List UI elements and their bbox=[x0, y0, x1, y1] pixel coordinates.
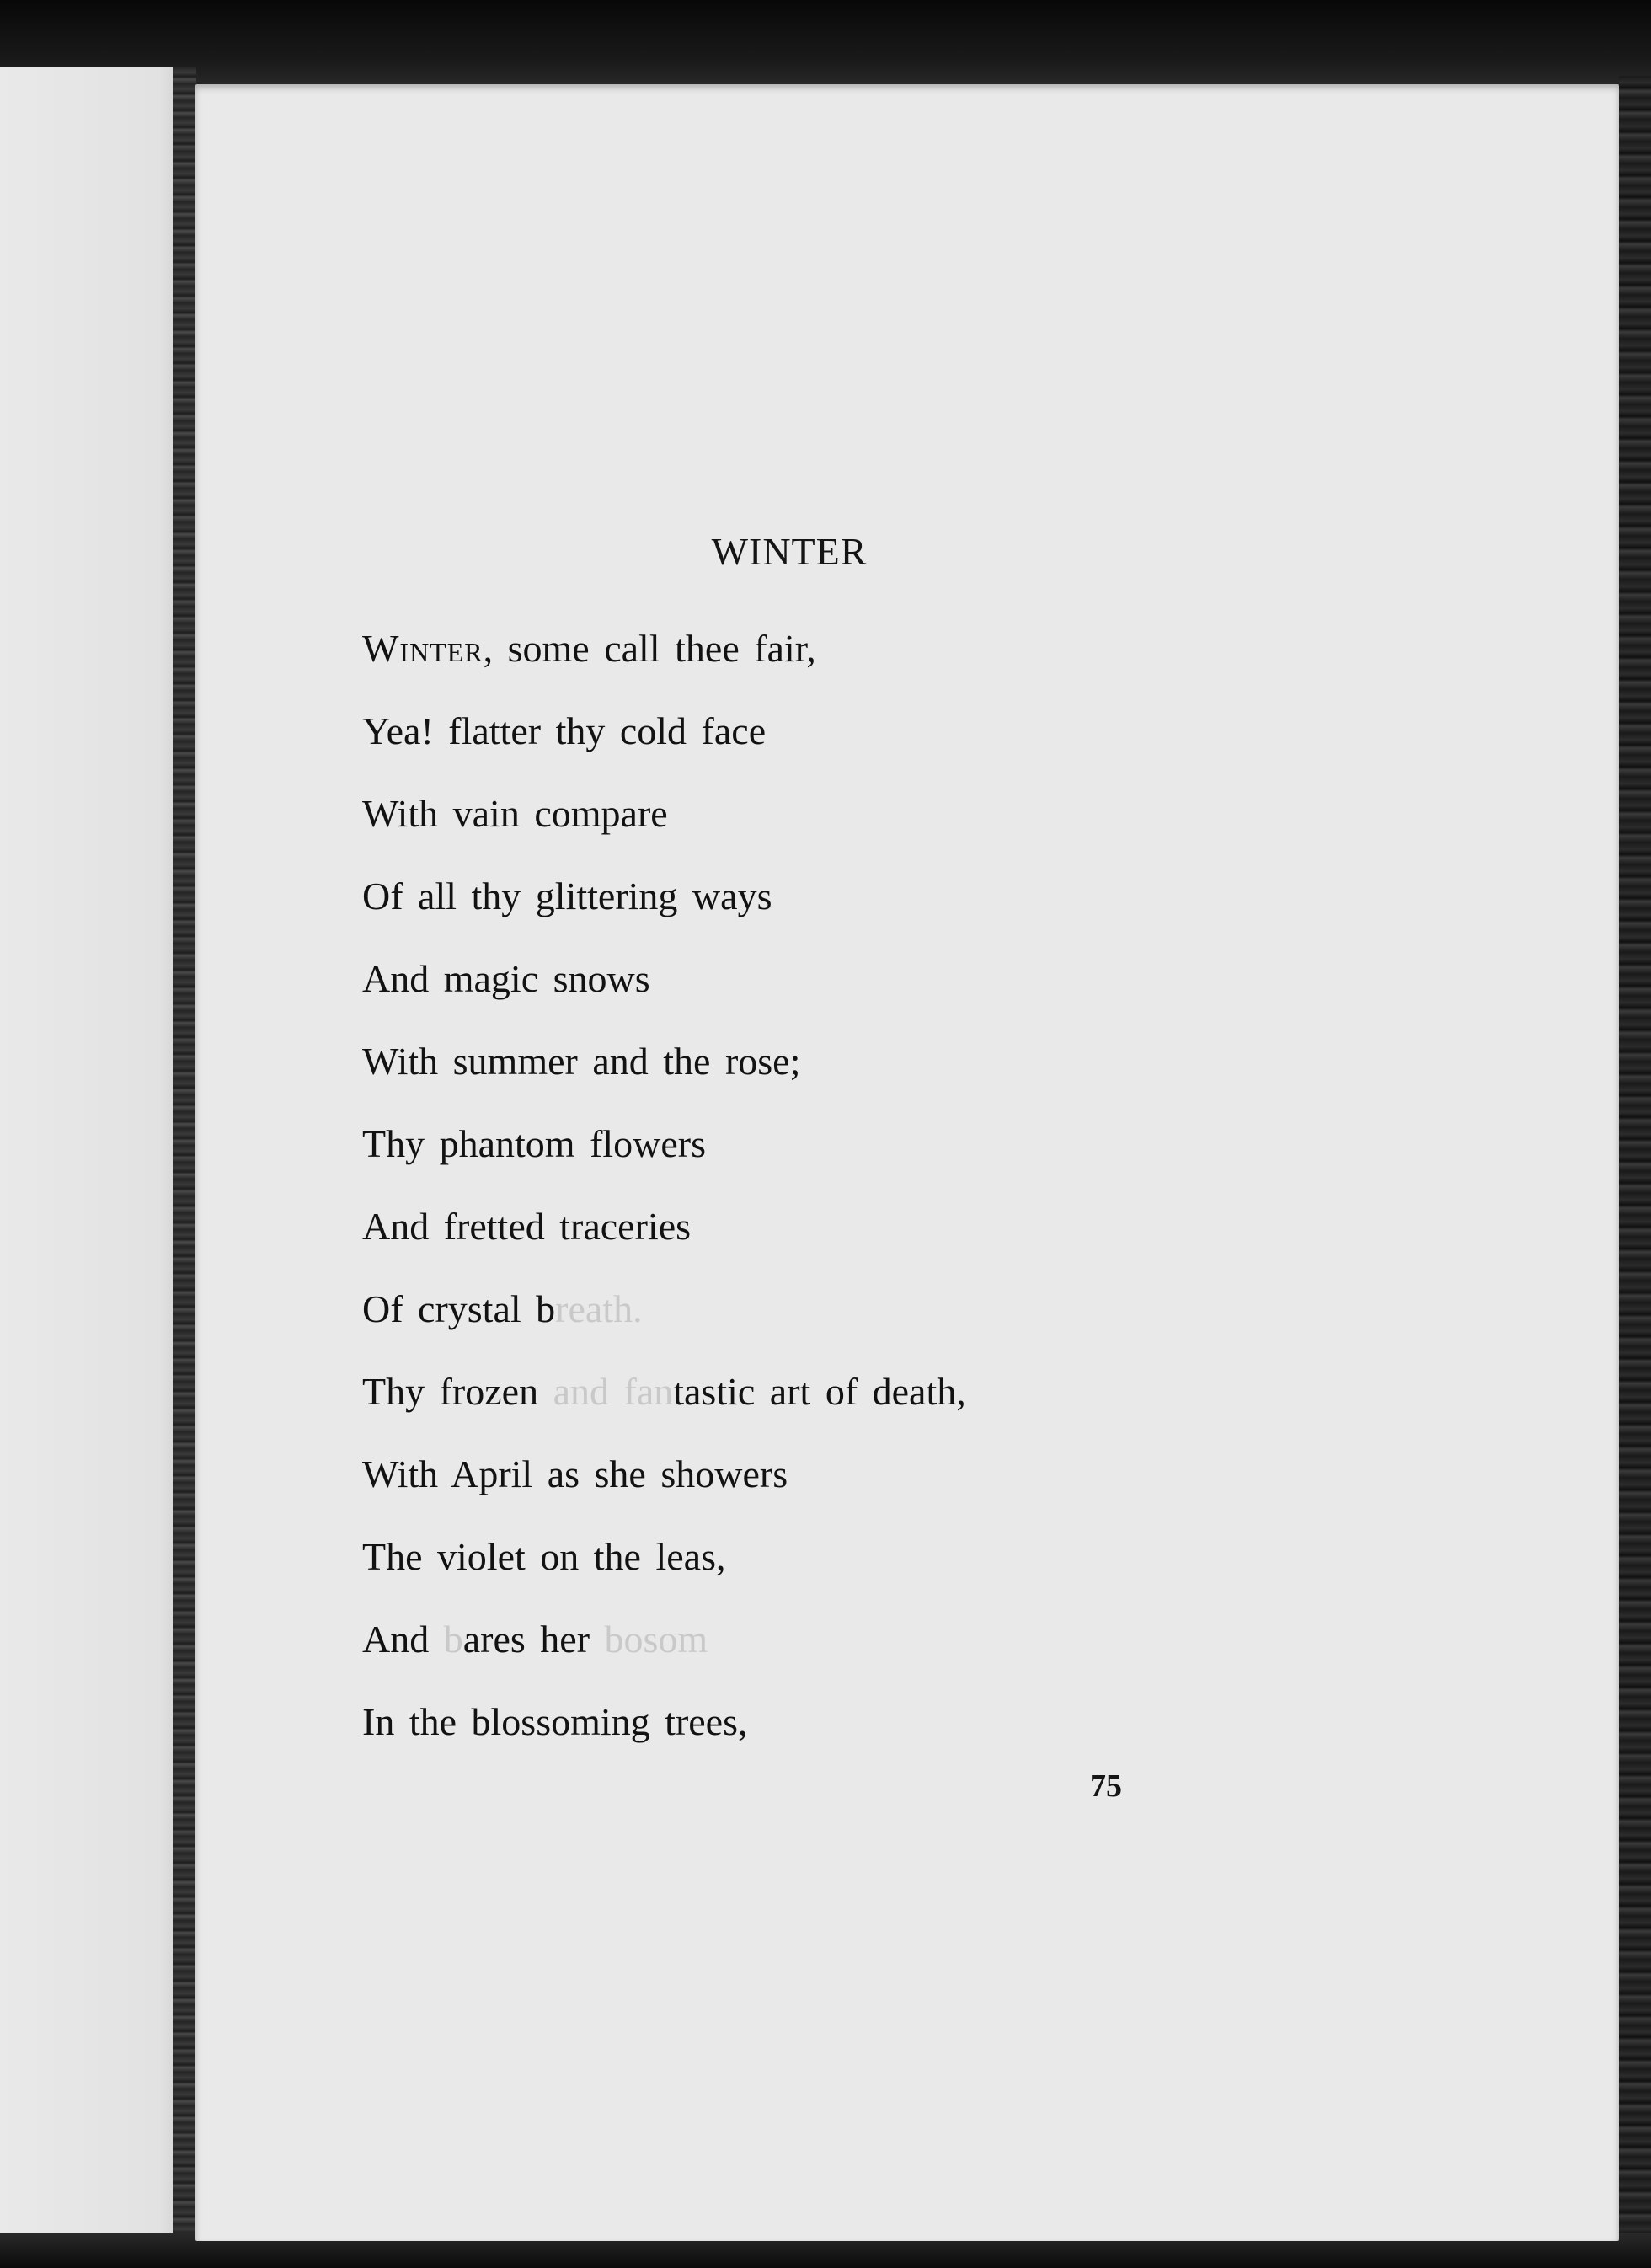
poem-line: Yea! flatter thy cold face bbox=[362, 709, 767, 752]
poem-line: Thy phantom flowers bbox=[362, 1122, 707, 1165]
poem-line: With summer and the rose; bbox=[362, 1040, 801, 1083]
poem-line: Of crystal breath. bbox=[362, 1287, 643, 1330]
poem-line: With vain compare bbox=[362, 792, 668, 835]
poem-line: And fretted traceries bbox=[362, 1205, 692, 1248]
page-number: 75 bbox=[1090, 1768, 1122, 1804]
small-caps-opening: Winter bbox=[362, 627, 484, 670]
poem-body bbox=[362, 623, 966, 1779]
poem-line: With April as she showers bbox=[362, 1452, 788, 1495]
poem-line: In the blossoming trees, bbox=[362, 1700, 748, 1743]
faded-print: reath. bbox=[555, 1287, 643, 1330]
faded-print: bosom bbox=[604, 1618, 708, 1661]
scan-top-edge bbox=[0, 0, 1651, 88]
book-gutter bbox=[173, 67, 196, 2258]
scan-right-edge bbox=[1619, 76, 1651, 2268]
poem-line: And magic snows bbox=[362, 957, 650, 1000]
poem-line: And bares her bosom bbox=[362, 1618, 708, 1661]
poem-line: Winter, some call thee fair, bbox=[362, 627, 816, 670]
facing-page-edge bbox=[0, 67, 187, 2249]
poem-line: Of all thy glittering ways bbox=[362, 875, 772, 917]
poem-line: Thy frozen and fantastic art of death, bbox=[362, 1370, 966, 1413]
poem-line: The violet on the leas, bbox=[362, 1535, 726, 1578]
poem-title: WINTER bbox=[711, 530, 868, 573]
faded-print: b bbox=[443, 1618, 463, 1661]
faded-print: and fan bbox=[553, 1370, 674, 1413]
